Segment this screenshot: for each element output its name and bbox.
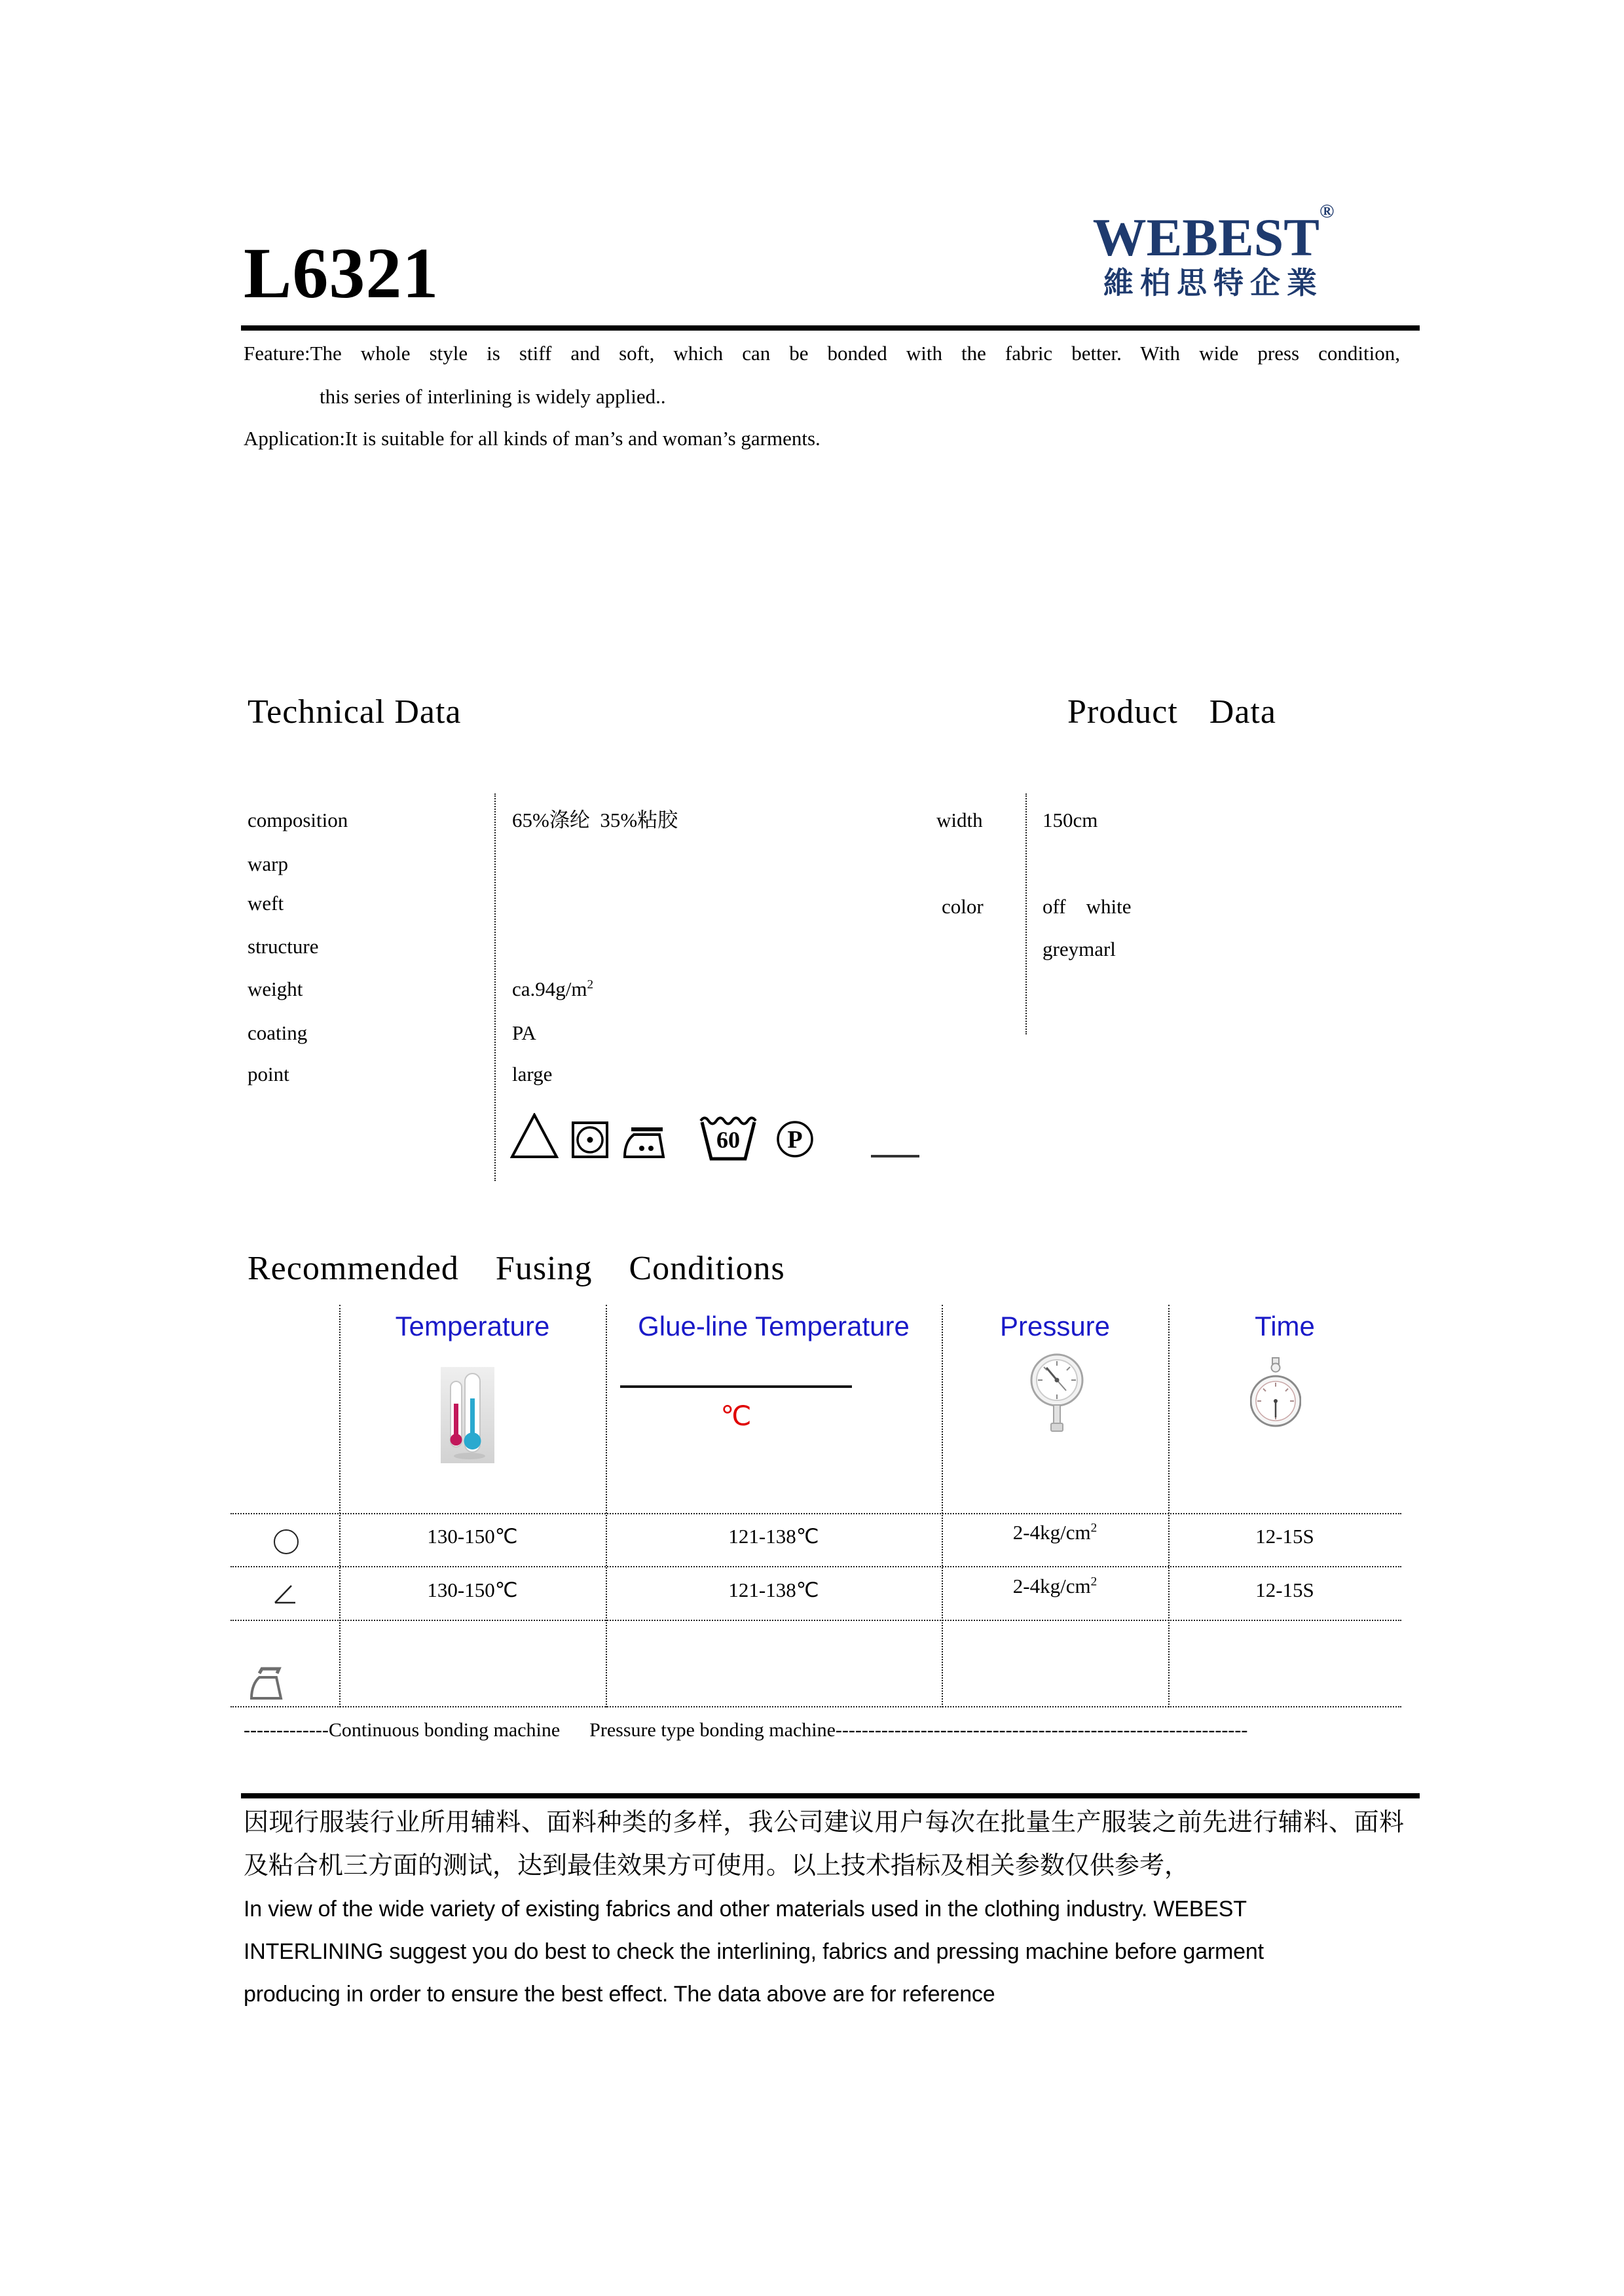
fusing-r1-pressure-sup: 2: [1090, 1521, 1098, 1535]
technical-data-heading: Technical Data: [248, 693, 462, 731]
row-symbol-circle: [274, 1529, 299, 1554]
footer-en-line1: In view of the wide variety of existing fabrics and other materials used in the clothing industry. WEBEST: [244, 1897, 1247, 1922]
product-table-divider: [1025, 793, 1027, 1034]
wash-60-icon: [698, 1112, 758, 1166]
fusing-col-line-1: [339, 1305, 341, 1707]
brand-text: WEBEST: [1092, 208, 1320, 267]
feature-line1: Feature:The whole style is stiff and soft, which can be bonded with the fabric better. With wide press condition,: [244, 342, 1400, 365]
fusing-col-line-4: [1168, 1305, 1170, 1707]
footer-cn-line2: 及粘合机三方面的测试，达到最佳效果方可使用。以上技术指标及相关参数仅供参考，: [244, 1852, 1190, 1880]
brand-wordmark: [1073, 200, 1354, 267]
bonding-machine-line: -------------Continuous bonding machine Pressure type bonding machine---------------------------------------------------------------: [244, 1719, 1248, 1741]
dry-clean-letter: P: [787, 1126, 803, 1154]
pressure-gauge-icon: [1029, 1353, 1084, 1438]
fusing-col-line-2: [606, 1305, 607, 1707]
fusing-r2-glue: 121-138℃: [728, 1578, 819, 1601]
fusing-r1-pressure-base: 2-4kg/cm: [1012, 1521, 1091, 1544]
fusing-row-line-3: [231, 1620, 1401, 1621]
bleach-triangle-icon: [510, 1113, 559, 1162]
coating-value: PA: [512, 1021, 536, 1044]
fusing-r2-pressure-sup: 2: [1090, 1575, 1098, 1589]
column-header-glue-line: Glue-line Temperature: [638, 1311, 910, 1341]
fusing-conditions-heading: Recommended Fusing Conditions: [248, 1250, 785, 1287]
row-label-composition: composition: [248, 809, 348, 831]
company-name-cjk: 維柏思特企業: [1103, 266, 1323, 300]
row-symbol-angle: [272, 1583, 297, 1609]
column-header-time: Time: [1255, 1311, 1315, 1341]
iron-icon: [622, 1126, 668, 1163]
fusing-r2-temperature: 130-150℃: [427, 1578, 518, 1601]
footer-en-line2: INTERLINING suggest you do best to check the interlining, fabrics and pressing machine before garment: [244, 1939, 1264, 1964]
brand-logo: [1073, 202, 1354, 299]
registered-mark: ®: [1319, 200, 1335, 222]
wash-temp-text: 60: [716, 1127, 740, 1153]
stopwatch-icon: [1250, 1357, 1301, 1433]
color-label: color: [942, 895, 984, 918]
column-header-temperature: Temperature: [395, 1311, 550, 1341]
row-label-weft: weft: [248, 892, 284, 915]
fusing-table-bottom-line: [231, 1706, 1401, 1707]
footer-cn-line1: 因现行服装行业所用辅料、面料种类的多样，我公司建议用户每次在批量生产服装之前先进行辅料、面料: [244, 1809, 1404, 1836]
fusing-r2-pressure: [942, 1574, 1168, 1599]
page-title: L6321: [244, 233, 439, 313]
header-rule: [241, 325, 1420, 331]
fusing-col-line-3: [942, 1305, 943, 1707]
weight-value-base: ca.94g/m: [512, 977, 587, 1000]
fusing-r1-temperature: 130-150℃: [427, 1525, 518, 1548]
width-label: width: [936, 809, 983, 831]
fusing-r1-time: 12-15S: [1255, 1525, 1314, 1548]
weight-value-sup: 2: [587, 977, 594, 992]
dash-icon: [871, 1155, 919, 1157]
footer-en-line3: producing in order to ensure the best effect. The data above are for reference: [244, 1982, 995, 2007]
dry-clean-p-icon: [775, 1120, 815, 1162]
row-symbol-iron: [248, 1667, 288, 1705]
row-label-structure: structure: [248, 935, 319, 958]
fusing-row-line-2: [231, 1566, 1401, 1567]
fusing-r2-time: 12-15S: [1255, 1578, 1314, 1601]
thermometer-icon: [441, 1367, 494, 1467]
row-label-point: point: [248, 1063, 289, 1085]
fusing-r1-glue: 121-138℃: [728, 1525, 819, 1548]
technical-table-divider: [494, 793, 496, 1181]
composition-value: 65%涤纶 35%粘胶: [512, 809, 678, 831]
color-value-line1: off white: [1043, 895, 1132, 918]
feature-line2: this series of interlining is widely applied..: [320, 385, 666, 408]
glue-line-underline: [620, 1385, 852, 1388]
column-header-pressure: Pressure: [999, 1311, 1111, 1341]
footer-rule: [241, 1793, 1420, 1798]
fusing-r1-pressure: [942, 1520, 1168, 1546]
tumble-dry-icon: [571, 1121, 609, 1162]
point-value: large: [512, 1063, 553, 1085]
product-data-heading: Product Data: [1067, 693, 1276, 731]
row-label-warp: warp: [248, 852, 288, 875]
row-label-weight: weight: [248, 977, 303, 1000]
fusing-r2-pressure-base: 2-4kg/cm: [1012, 1575, 1091, 1597]
row-label-coating: coating: [248, 1021, 308, 1044]
width-value: 150cm: [1043, 809, 1098, 831]
color-value-line2: greymarl: [1043, 938, 1116, 960]
application-line: Application:It is suitable for all kinds of man’s and woman’s garments.: [244, 427, 821, 450]
weight-value: [512, 976, 593, 1002]
glue-line-unit: ℃: [720, 1402, 752, 1432]
fusing-row-line-1: [231, 1513, 1401, 1514]
